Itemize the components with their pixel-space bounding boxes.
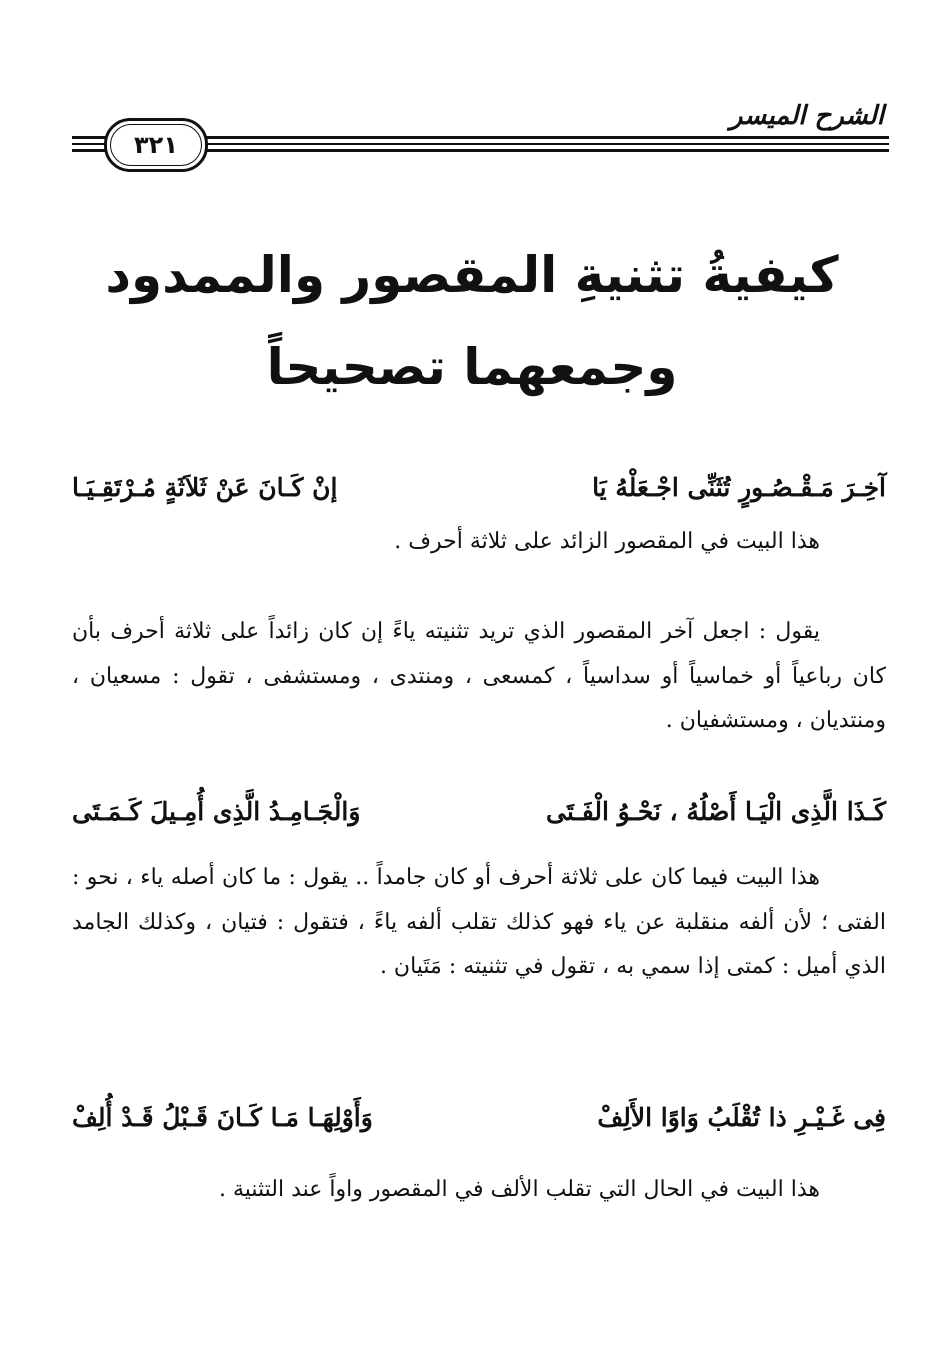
paragraph: هذا البيت فيما كان على ثلاثة أحرف أو كان جامداً .. يقول : ما كان أصله ياء ، نحو : الفتى ؛ لأن ألفه منقلبة عن ياء فهو كذلك تقلب ألفه ياءً ، فتقول : فتيان ، وكذلك الجامد الذي أميل : كمتى إذا سمي به ، تقول في تثنيته : مَتَيان . [72, 865, 886, 979]
verse-second-hemistich: وَأَوْلِهَـا مَـا كَـانَ قَـبْلُ قَـدْ أُلِفْ [72, 1103, 373, 1132]
verse-first-hemistich: فِى غَـيْـرِ ذا تُقْلَبُ وَاوًا الأَلِفْ [597, 1103, 886, 1132]
running-header-title: الشرح الميسر [729, 101, 884, 131]
paragraph: هذا البيت في المقصور الزائد على ثلاثة أحرف . [394, 529, 820, 554]
page-number: ٣٢١ [134, 131, 178, 159]
chapter-title-line-1: كيفيةُ تثنيةِ المقصور والممدود [105, 246, 839, 304]
paragraph: هذا البيت في الحال التي تقلب الألف في المقصور واواً عند التثنية . [218, 1177, 820, 1202]
verse-line [72, 792, 886, 832]
verse-line [72, 1098, 886, 1138]
verse-second-hemistich: إنْ كَـانَ عَنْ ثَلاَثَةٍ مُـرْتَقِـيَـا [72, 473, 338, 502]
page-number-badge [104, 118, 208, 172]
chapter-title-line-2: وجمعهما تصحيحاً [266, 338, 678, 396]
verse-second-hemistich: وَالْجَـامِـدُ الَّذِى أُمِـيلَ كَـمَـتَى [72, 797, 361, 826]
verse-first-hemistich: آخِـرَ مَـقْـصُـورٍ تُثَنِّى اجْـعَلْهُ يَا [592, 473, 886, 502]
paragraph: يقول : اجعل آخر المقصور الذي تريد تثنيته ياءً إن كان زائداً على ثلاثة أحرف بأن كان رباعياً أو خماسياً أو سداسياً ، كمسعى ، ومنتدى ، ومستشفى ، تقول : مسعيان ، ومنتديان ، ومستشفيان . [72, 619, 886, 733]
verse-line [72, 468, 886, 508]
verse-first-hemistich: كَـذَا الَّذِى الْيَـا أَصْلُهُ ، نَحْـوُ الْفَـتَى [546, 797, 886, 826]
